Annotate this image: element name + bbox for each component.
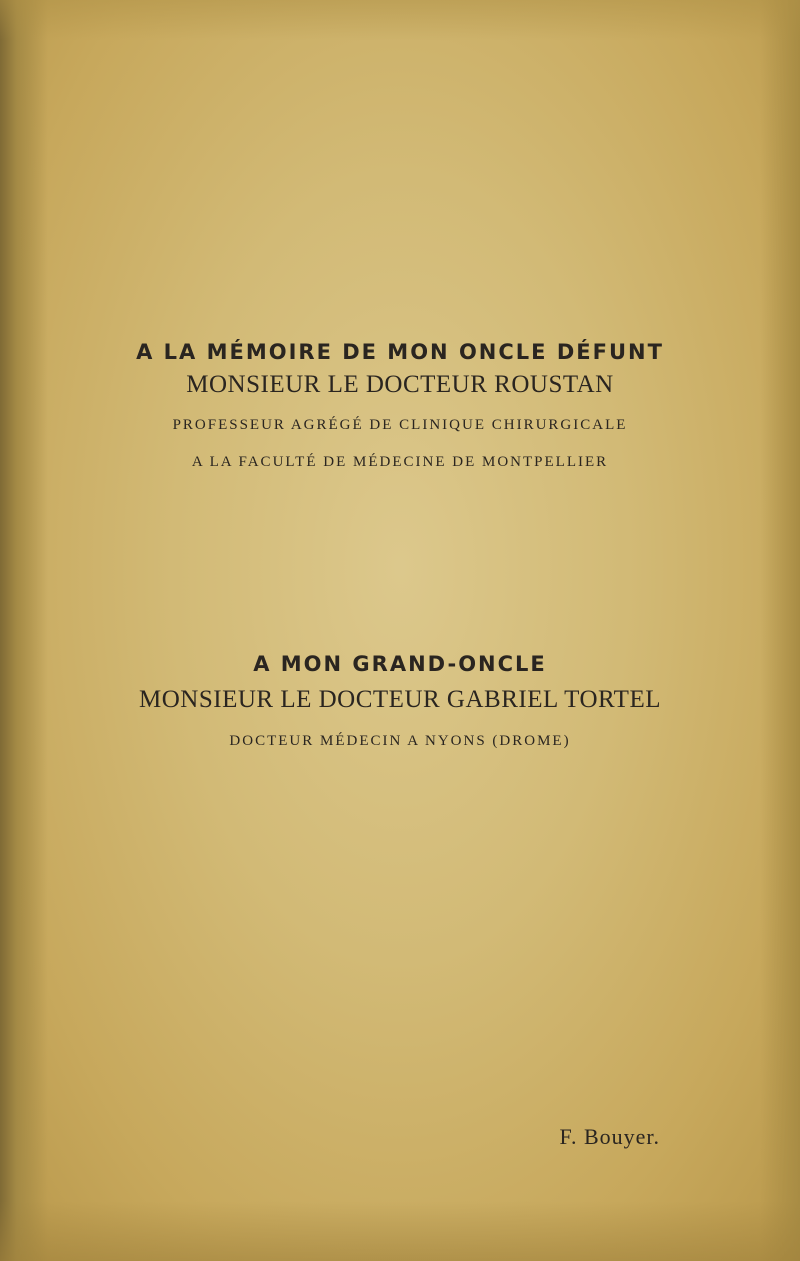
page-shadow-left: [0, 0, 48, 1261]
dedication-1-name: MONSIEUR LE DOCTEUR ROUSTAN: [186, 371, 614, 398]
author-signature: F. Bouyer.: [559, 1124, 660, 1149]
page-shadow-bottom: [0, 1201, 800, 1261]
dedication-1-title-line-1: PROFESSEUR AGRÉGÉ DE CLINIQUE CHIRURGICALE: [172, 417, 628, 433]
page-shadow-right: [760, 0, 800, 1261]
dedication-2-name: MONSIEUR LE DOCTEUR GABRIEL TORTEL: [139, 686, 661, 713]
dedication-2-heading: A MON GRAND-ONCLE: [253, 652, 547, 676]
page-shadow-top: [0, 0, 800, 40]
dedication-1-title-line-2: A LA FACULTÉ DE MÉDECINE DE MONTPELLIER: [191, 454, 609, 470]
dedication-1-heading: A LA MÉMOIRE DE MON ONCLE DÉFUNT: [136, 340, 664, 364]
dedication-2-title-line: DOCTEUR MÉDECIN A NYONS (DROME): [229, 733, 571, 749]
